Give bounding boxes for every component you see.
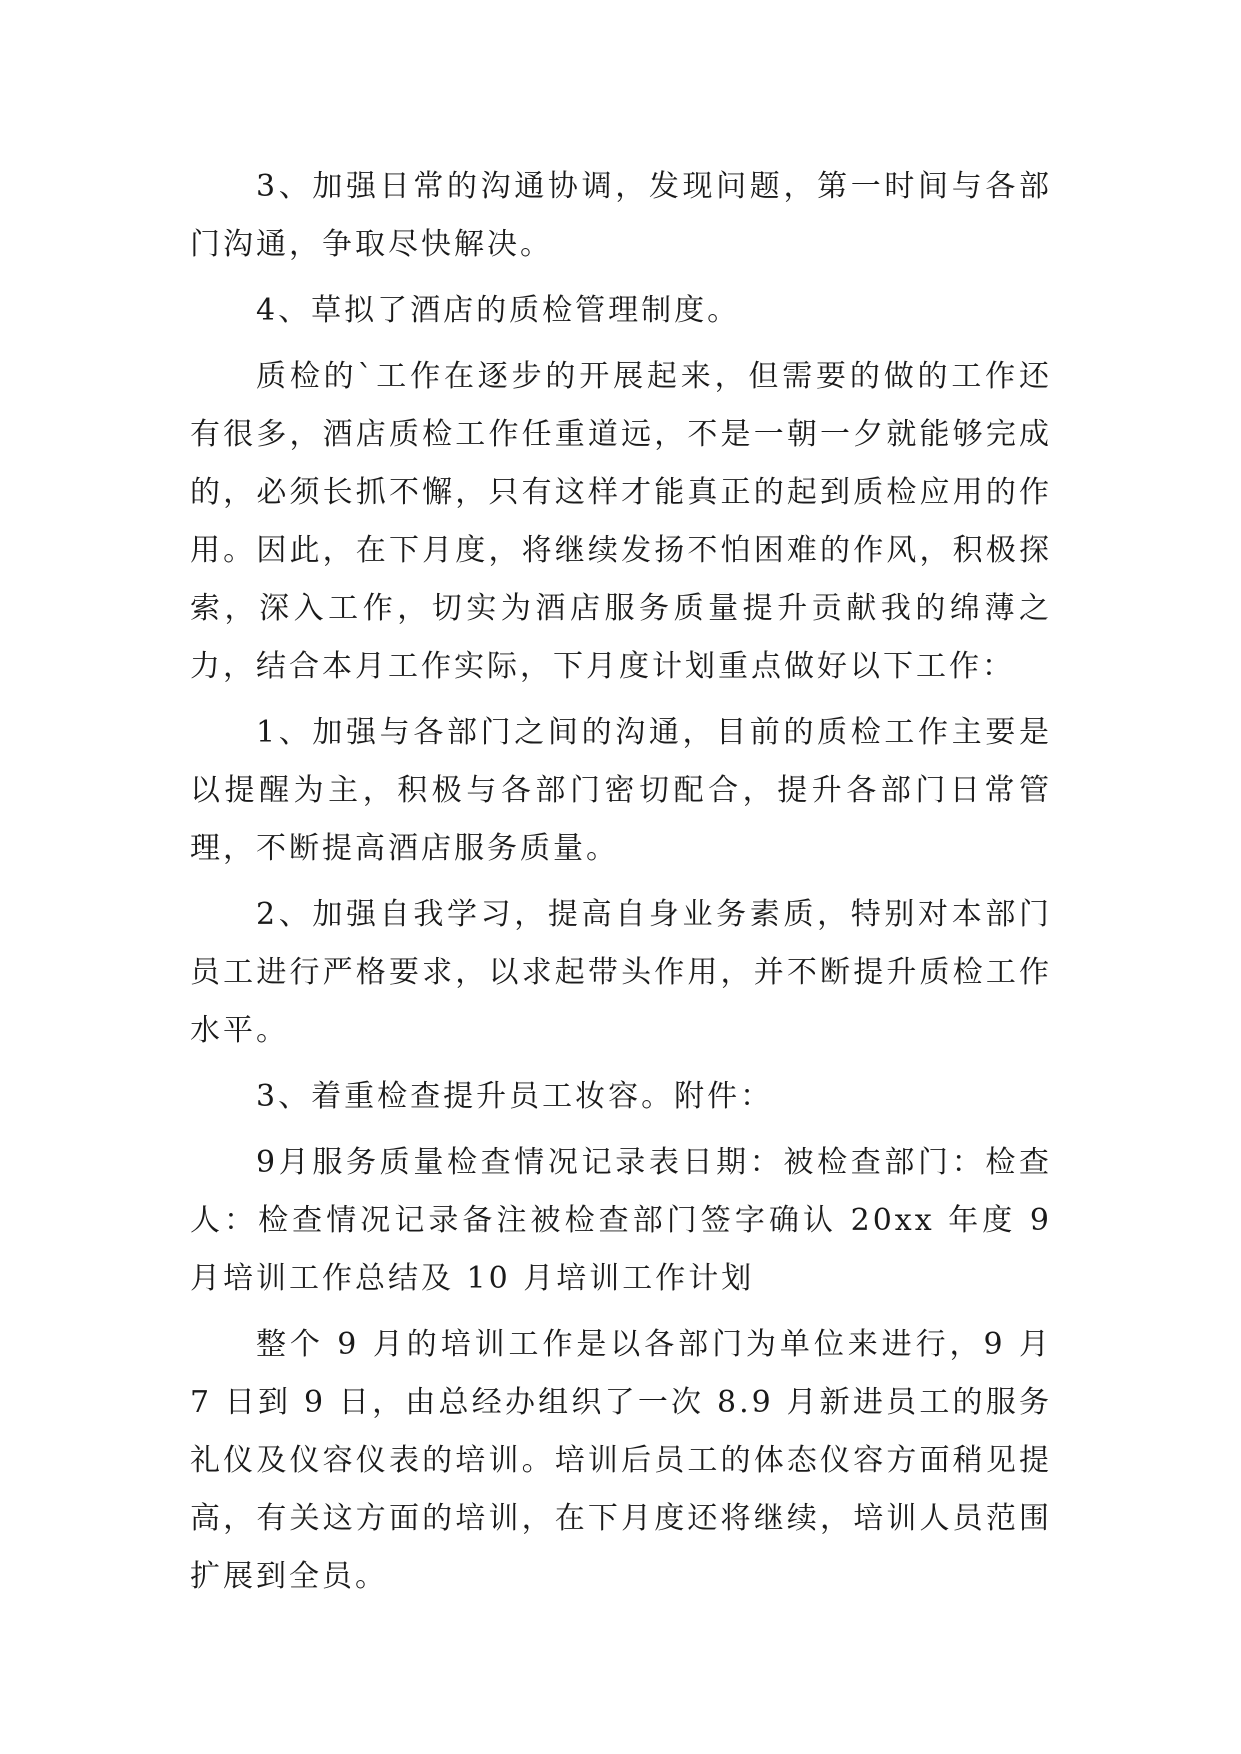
document-body [190, 158, 1052, 1614]
paragraph-plan-1: 1、加强与各部门之间的沟通，目前的质检工作主要是以提醒为主，积极与各部门密切配合，提升各部门日常管理，不断提高酒店服务质量。 [190, 715, 1052, 866]
paragraph-communication: 3、加强日常的沟通协调，发现问题，第一时间与各部门沟通，争取尽快解决。 [190, 169, 1052, 262]
paragraph-training: 整个 9 月的培训工作是以各部门为单位来进行，9 月 7 日到 9 日，由总经办组织了一次 8.9 月新进员工的服务礼仪及仪容仪表的培训。培训后员工的体态仪容方面稍见提高，有关这方面的培训，在下月度还将继续，培训人员范围扩展到全员。 [190, 1327, 1052, 1594]
paragraph-attachment: 9月服务质量检查情况记录表日期：被检查部门：检查人：检查情况记录备注被检查部门签字确认 20xx 年度 9 月培训工作总结及 10 月培训工作计划 [190, 1145, 1052, 1296]
paragraph-quality-work: 质检的`工作在逐步的开展起来，但需要的做的工作还有很多，酒店质检工作任重道远，不是一朝一夕就能够完成的，必须长抓不懈，只有这样才能真正的起到质检应用的作用。因此，在下月度，将继续发扬不怕困难的作风，积极探索，深入工作，切实为酒店服务质量提升贡献我的绵薄之力，结合本月工作实际，下月度计划重点做好以下工作： [190, 359, 1052, 684]
paragraph-draft-system: 4、草拟了酒店的质检管理制度。 [256, 293, 741, 328]
paragraph-plan-3: 3、着重检查提升员工妆容。附件： [256, 1079, 774, 1114]
paragraph-plan-2: 2、加强自我学习，提高自身业务素质，特别对本部门员工进行严格要求，以求起带头作用，并不断提升质检工作水平。 [190, 897, 1052, 1048]
